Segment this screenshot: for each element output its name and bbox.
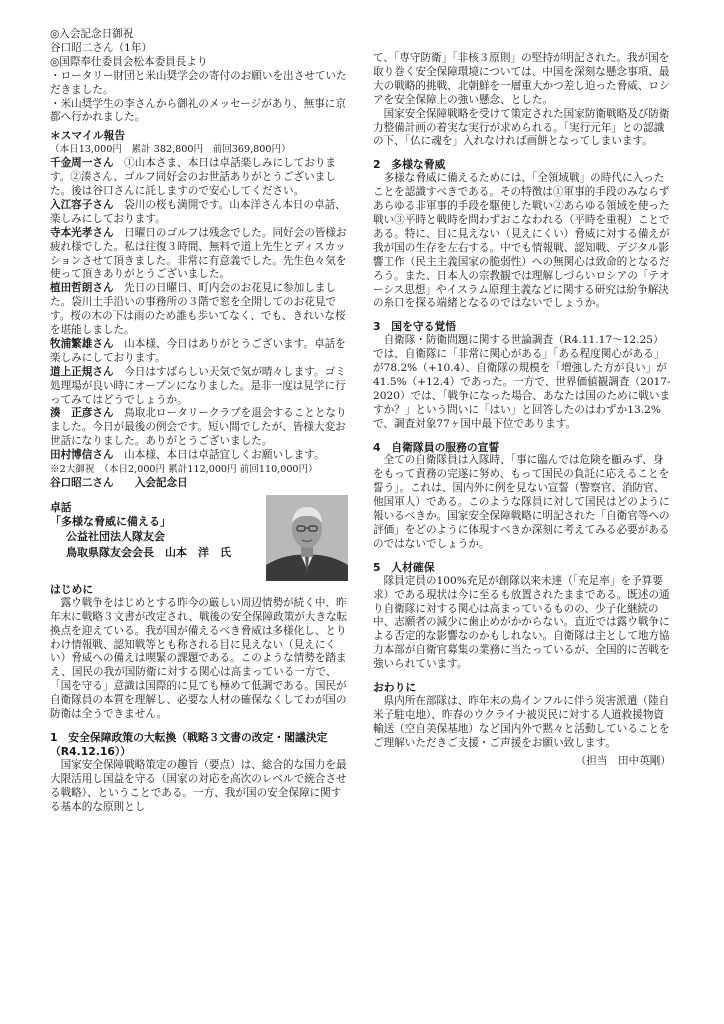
announcement-line: 谷口昭二さん（1年） — [50, 41, 153, 54]
section-1-paragraph-2: 国家安全保障戦略を受けて策定された国家防衛戦略及び防衛力整備計画の着実な実行が求められる。「実行元年」との認識の下、「仏に魂を」入れなければ画餅となってしまいます。 — [373, 107, 670, 148]
smile-heading: ＊スマイル報告 — [50, 129, 126, 143]
smile-text: 今日はすばらしい天気で気が晴々します。ゴミ処理場が良い時にオープンになりました。是非一度は見学に行ってみてはどうでしょうか。 — [50, 365, 346, 406]
speaker-title: 鳥取県隊友会会長 山本 洋 氏 — [66, 545, 231, 559]
smile-name: 湊 正彦さん — [50, 407, 114, 420]
section-1-heading: 1 安全保障政策の大転換（戦略３文書の改定・閣議決定（R4.12.16）） — [50, 730, 328, 758]
smile-entry — [50, 366, 348, 408]
talk-title-block — [50, 495, 260, 561]
smile-entry — [50, 407, 348, 449]
smile-name: 植田哲朗さん — [50, 282, 114, 295]
closing-paragraph: 県内所在部隊は、昨年末の鳥インフルに伴う災害派遣（陸自米子駐屯地）、昨春のウクライナ被災民に対する人道救援物資輸送（空自美保基地）など国内外で黙々と活動していることをご理解いただきご支援・ご声援をお願い致します。 — [373, 694, 670, 749]
smile-entry — [50, 449, 348, 463]
smile-text: 鳥取北ロータリークラブを退会することとなりました。今日が最後の例会です。短い間でしたが、皆様大変お世話になりました。ありがとうございました。 — [50, 407, 347, 448]
smile-totals: （本日13,000円 累計 382,800円 前回369,800円） — [50, 144, 291, 156]
left-column — [50, 28, 348, 814]
double-heading: ※2大御祝 — [50, 464, 95, 476]
section-3-heading: 3 国を守る覚悟 — [373, 320, 457, 334]
talk-header — [50, 495, 348, 583]
smile-name: 田村博信さん — [50, 449, 114, 462]
smile-text: 山本様、本日は卓話宜しくお願いします。 — [124, 449, 325, 462]
talk-title: 「多様な脅威に備える」 — [50, 514, 171, 528]
smile-entry — [50, 338, 348, 366]
smile-entry — [50, 157, 348, 199]
smile-entry — [50, 199, 348, 227]
credit-line: （担当 田中英剛） — [575, 754, 671, 767]
smile-text: ①山本さま、本日は卓話楽しみにしております。②湊さん、ゴルフ同好会のお世話ありがとうございました。後は谷口さんに託しますので安心してください。 — [50, 157, 337, 197]
smile-text: 日曜日のゴルフは残念でした。同好会の皆様お疲れ様でした。私は往復３時間、無料で道上先生とディスカッションさせて頂きました。非常に有意義でした。先生色々気を使って頂きありがとうございました。 — [50, 226, 347, 281]
smile-text: 先日の日曜日、町内会のお花見に参加しました。袋川土手沿いの事務所の３階で窓を全開してのお花見です。桜の木の下は雨のため誰も歩いてなく、でも、きれいな桜を堪能しました。 — [50, 282, 346, 337]
double-totals-line — [50, 463, 348, 477]
smile-text: 山本様、今日はありがとうございます。卓話を楽しみにしております。 — [50, 337, 346, 364]
closing-heading: おわりに — [373, 681, 417, 695]
speaker-org: 公益社団法人隊友会 — [66, 529, 165, 543]
double-totals: （本日2,000円 累計112,000円 前回110,000円） — [104, 464, 318, 476]
section-1-continued: て、「専守防衛」「非核３原則」の堅持が明記された。我が国を取り巻く安全保障環境については、中国を深刻な懸念事項、最大の戦略的挑戦、北朝鮮を一層重大かつ差し迫った脅威、ロシアを安全保障上の強い懸念、とした。 — [373, 52, 670, 106]
section-2-paragraph: 多様な脅威に備えるためには、「全領域戦」の時代に入ったことを認識すべきである。その特徴は①軍事的手段のみならずあらゆる非軍事的手段を駆使した戦い②あらゆる領域を使った戦い③平時と戦時を問わずおこなわれる（平時を重視）ことである。特に、目に見えない（見えにくい）脅威に対する備えが我が国の生存を左右する。中でも情報戦、認知戦、デジタル影響工作（民主主義国家の脆弱性）への無関心は致命的となるだろう。また、日本人の宗教観では理解しづらいロシアの「テオーシス思想」やイスラム原理主義などに関する研究は紛争解決の糸口を探る端緒となるのではないでしょうか。 — [373, 172, 670, 310]
intro-paragraph: 露ウ戦争をはじめとする昨今の厳しい周辺情勢が続く中、昨年末に戦略３文書が改定され、戦後の安全保障政策が大きな転換点を迎えている。我が国が備えるべき脅威は多様化し、とりわけ情報戦、認知戦等とも称される目に見えない（見えにくい）脅威への備えは喫緊の課題である。このような情勢を踏まえ、国民の我が国防衛に対する関心は高まっている一方で、「国を守る」意識は国際的に見ても極めて低調である。国民が自衛隊員の本質を理解し、必要な人材の確保なくしてわが国の防衛は全うできません。 — [50, 596, 348, 721]
speaker-photo — [266, 495, 348, 581]
smile-name: 道上正規さん — [50, 365, 114, 378]
right-column — [373, 52, 671, 769]
announcement-line: ・米山奨学生の李さんから御礼のメッセージがあり、無事に京都へ行かれました。 — [50, 97, 346, 124]
speaker-portrait — [266, 495, 348, 581]
smile-name: 入江容子さん — [50, 198, 114, 211]
section-4-heading: 4 自衛隊員の服務の宣誓 — [373, 440, 500, 454]
section-1-paragraph: 国家安全保障戦略策定の趣旨（要点）は、総合的な国力を最大限活用し国益を守る（国家の対応を高次のレベルで統合させる戦略）、ということである。一方、我が国の安全保障に関する基本的な原則とし — [50, 758, 347, 813]
double-entry: 谷口昭二さん 入会記念日 — [50, 477, 188, 489]
section-5-paragraph: 隊員定員の100%充足が創隊以来未達（「充足率」を予算要求）である現状は今に至るも放置されたままである。既述の通り自衛隊に対する関心は高まっているものの、少子化継続の中、志願者の減少に歯止めがかからない。直近では露ウ戦争による否定的な影響なのかもしれない。自衛隊は主として地方協力本部が自衛官募集の業務に当たっているが、全国的に苦戦を強いられています。 — [373, 574, 670, 671]
smile-name: 千金周一さん — [50, 157, 114, 170]
section-4-paragraph: 全ての自衛隊員は入隊時、「事に臨んでは危険を顧みず、身をもって責務の完遂に努め、もって国民の負託に応えることを誓う」。これは、国内外に例を見ない宣誓（警察官、消防官、他国軍人）である。このような隊員に対して国民はどのように報いるべきか。国家安全保障戦略に明記された「自衛官等への評価」をどのように体現すべきか深刻に考えてみる必要があるのではないでしょうか。 — [373, 454, 670, 550]
announcement-line: ・ロータリー財団と米山奨学会の寄付のお願いを出させていただきました。 — [50, 69, 347, 96]
smile-name: 牧浦繁雄さん — [50, 337, 114, 350]
announcement-line: ◎国際奉仕委員会松本委員長より — [50, 55, 208, 68]
smile-entry — [50, 227, 348, 283]
smile-text: 袋川の桜も満開です。山本洋さん本日の卓話、楽しみにしております。 — [50, 198, 346, 225]
section-3-paragraph: 自衛隊・防衛問題に関する世論調査（R4.11.17～12.25）では、自衛隊に「非常に関心がある」「ある程度関心がある」が78.2%（+10.4）、自衛隊の規模を「増強した方が良い」が41.5%（+12.4）であった。一方で、世界価値観調査（2017-2020）では、「戦争になった場合、あなたは国のために戦いますか？」という問いに「はい」と回答したのはわずか13.2%で、調査対象77ヶ国中最下位であります。 — [373, 334, 671, 430]
smile-entry — [50, 282, 348, 338]
section-5-heading: 5 人材確保 — [373, 560, 435, 574]
smile-name: 寺本光孝さん — [50, 226, 114, 239]
intro-heading: はじめに — [50, 582, 94, 596]
talk-label: 卓話 — [50, 500, 72, 514]
announcement-line: ◎入会記念日御祝 — [50, 28, 134, 40]
section-2-heading: 2 多様な脅威 — [373, 158, 446, 172]
